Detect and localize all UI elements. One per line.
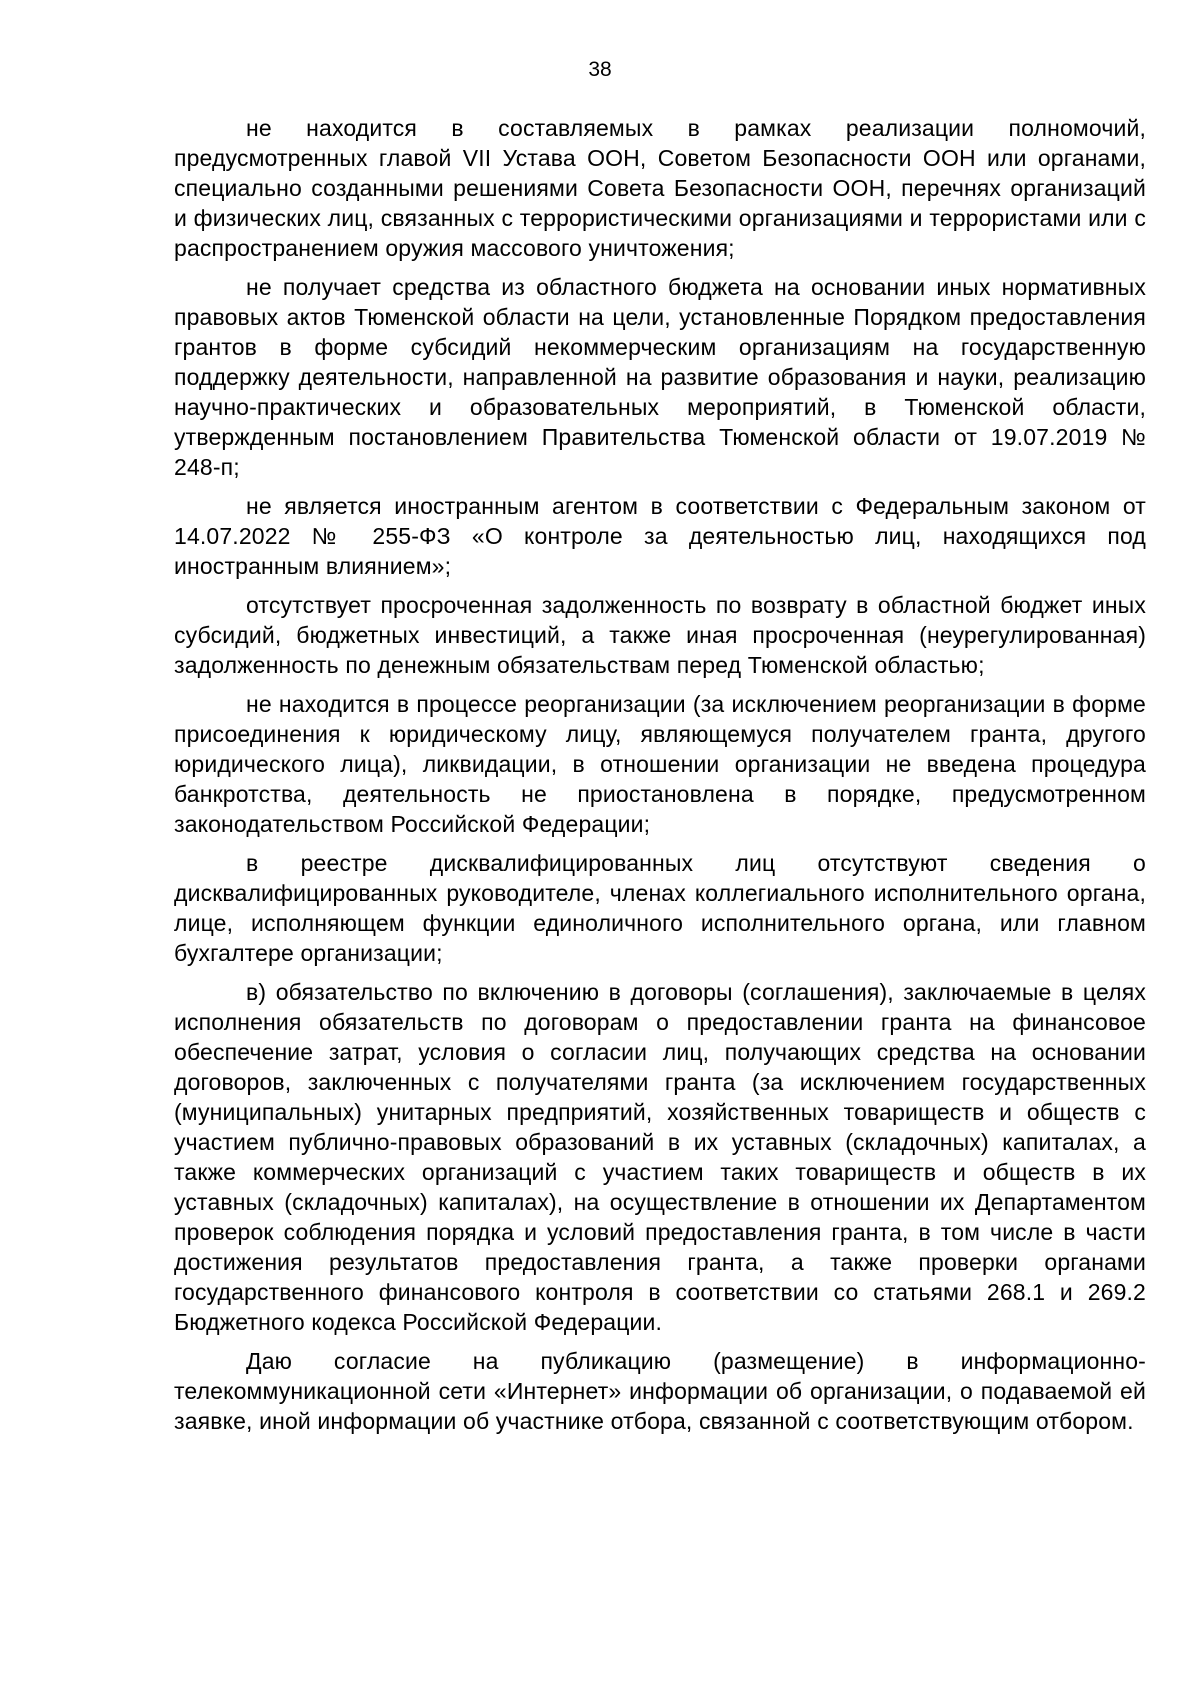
- paragraph-disqualified-persons-registry: в реестре дисквалифицированных лиц отсутствуют сведения о дисквалифицированных руководителе, членах коллегиального исполнительного органа, лице, исполняющем функции единоличного исполнительного органа, или главном бухгалтере организации;: [174, 850, 1146, 966]
- paragraph-publication-consent: Даю согласие на публикацию (размещение) в информационно-телекоммуникационной сети «Интернет» информации об организации, о подаваемой ей заявке, иной информации об участнике отбора, связанной с соответствующим отбором.: [174, 1348, 1146, 1434]
- paragraph-not-foreign-agent: не является иностранным агентом в соответствии с Федеральным законом от 14.07.2022 № 255-ФЗ «О контроле за деятельностью лиц, находящихся под иностранным влиянием»;: [174, 493, 1146, 579]
- page-number: 38: [588, 58, 612, 81]
- paragraph-no-other-regional-funds: не получает средства из областного бюджета на основании иных нормативных правовых актов Тюменской области на цели, установленные Порядком предоставления грантов в форме субсидий некоммерческим организациям на государственную поддержку деятельности, направленной на развитие образования и науки, реализацию научно-практических и образовательных мероприятий, в Тюменской области, утвержденным постановлением Правительства Тюменской области от 19.07.2019 № 248-п;: [174, 274, 1146, 480]
- paragraph-no-reorganization: не находится в процессе реорганизации (за исключением реорганизации в форме присоединения к юридическому лицу, являющемуся получателем гранта, другого юридического лица), ликвидации, в отношении организации не введена процедура банкротства, деятельность не приостановлена в порядке, предусмотренном законодательством Российской Федерации;: [174, 691, 1146, 837]
- paragraph-no-overdue-debt: отсутствует просроченная задолженность по возврату в областной бюджет иных субсидий, бюджетных инвестиций, а также иная просроченная (неурегулированная) задолженность по денежным обязательствам перед Тюменской областью;: [174, 592, 1146, 678]
- paragraph-inspection-consent-obligation: в) обязательство по включению в договоры (соглашения), заключаемые в целях исполнения обязательств по договорам о предоставлении гранта на финансовое обеспечение затрат, условия о согласии лиц, получающих средства на основании договоров, заключенных с получателями гранта (за исключением государственных (муниципальных) унитарных предприятий, хозяйственных товариществ и обществ с участием публично-правовых образований в их уставных (складочных) капиталах, а также коммерческих организаций с участием таких товариществ и обществ в их уставных (складочных) капиталах), на осуществление в отношении их Департаментом проверок соблюдения порядка и условий предоставления гранта, в том числе в части достижения результатов предоставления гранта, а также проверки органами государственного финансового контроля в соответствии со статьями 268.1 и 269.2 Бюджетного кодекса Российской Федерации.: [174, 979, 1146, 1335]
- document-body: [174, 113, 1146, 1445]
- paragraph-un-sanctions-list: не находится в составляемых в рамках реализации полномочий, предусмотренных главой VII Устава ООН, Советом Безопасности ООН или органами, специально созданными решениями Совета Безопасности ООН, перечнях организаций и физических лиц, связанных с террористическими организациями и террористами или с распространением оружия массового уничтожения;: [174, 115, 1146, 261]
